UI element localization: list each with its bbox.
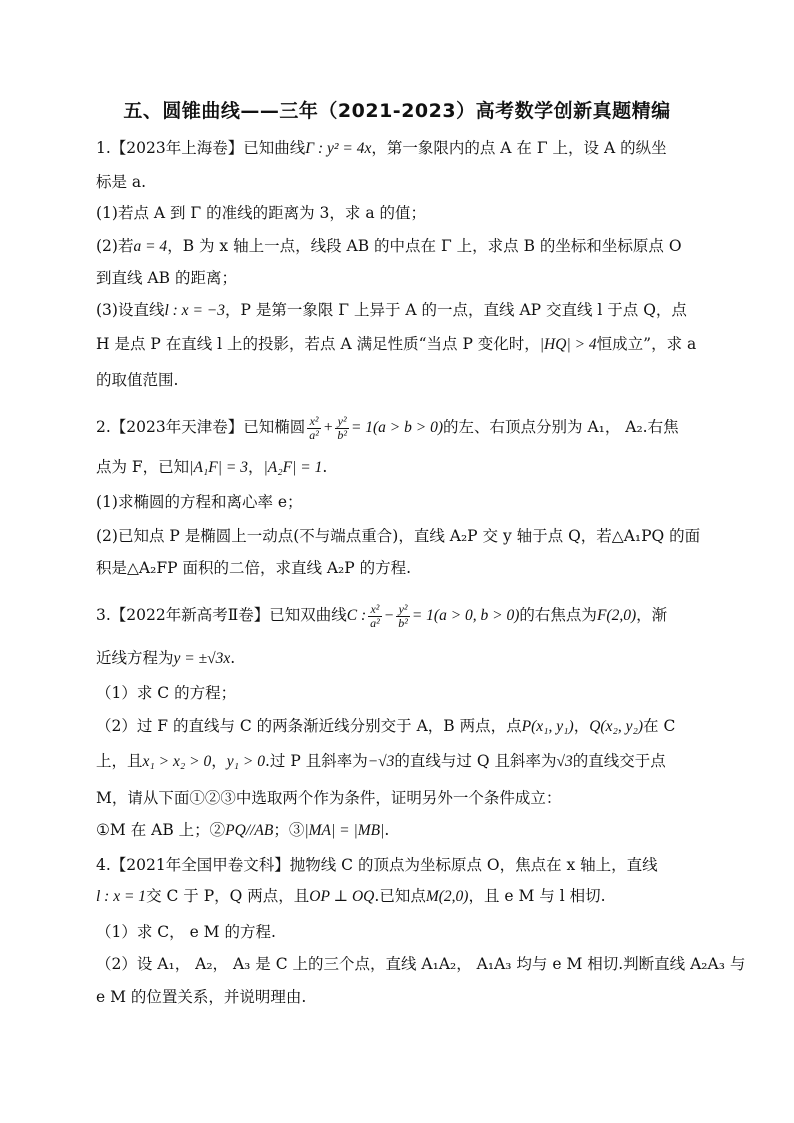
problem-2-header: 2.【2023年天津卷】已知椭圆 xyxy=(96,418,306,436)
problem-1-line-2: 标是 a. xyxy=(96,173,147,191)
ellipse-condition: = 1(a > b > 0) xyxy=(350,419,444,436)
problem-3-line-1 xyxy=(96,600,706,631)
problem-2-part-2: (2)已知点 P 是椭圆上一动点(不与端点重合)，直线 A₂P 交 y 轴于点 Q，若△A₁PQ 的面 xyxy=(96,527,701,545)
problem-3-part-1: （1）求 C 的方程； xyxy=(96,684,237,702)
text: ；③ xyxy=(273,821,305,839)
text: 上，且 xyxy=(96,752,143,770)
point-m: M(2,0) xyxy=(425,888,469,905)
problem-1-header: 1.【2023年上海卷】已知曲线 xyxy=(96,139,306,157)
problem-2-text-2: 点为 F，已知 xyxy=(96,458,190,476)
asymptote-equation: y = ±√3x xyxy=(173,650,231,667)
text: ①M 在 AB 上；② xyxy=(96,821,226,839)
period: . xyxy=(384,821,390,839)
problem-3-text-3: 近线方程为 xyxy=(96,649,174,667)
problem-1-part-3-text-3: 恒成立”，求 a xyxy=(596,335,697,353)
line-l-equation: l : x = 1 xyxy=(96,888,147,905)
slope-positive: √3 xyxy=(556,753,573,770)
focus-f: F(2,0) xyxy=(596,607,637,624)
problem-4-part-1: （1）求 C， e M 的方程. xyxy=(96,923,276,941)
period: . xyxy=(322,458,328,476)
hq-inequality: |HQ| > 4 xyxy=(539,336,597,353)
parallel-condition: PQ//AB xyxy=(225,822,274,839)
fraction-x2-a2: $\frac{\text{x²}}{\text{a²}}$ xyxy=(370,601,380,630)
problem-3-part-2-cont-2: M，请从下面①②③中选取两个作为条件，证明另外一个条件成立： xyxy=(96,789,562,807)
problem-3-part-2-text: （2）过 F 的直线与 C 的两条渐近线分别交于 A，B 两点，点 xyxy=(96,717,522,735)
problem-1-text: ，第一象限内的点 A 在 Γ 上，设 A 的纵坐 xyxy=(371,139,667,157)
fraction-y2-b2: $\frac{\text{y²}}{\text{b²}}$ xyxy=(337,413,347,442)
period: . xyxy=(230,649,236,667)
problem-2-part-2-cont: 积是△A₂FP 面积的二倍，求直线 A₂P 的方程. xyxy=(96,559,412,577)
minus-sign: − xyxy=(383,607,395,624)
comma: ， xyxy=(211,752,227,770)
a1f-distance: |A₁F| = 3 xyxy=(189,459,248,476)
point-p: P(x₁, y₁) xyxy=(521,718,574,735)
problem-1-line-1 xyxy=(96,138,706,159)
problem-1-part-3-label: (3)设直线 xyxy=(96,301,165,319)
problem-1-part-2-cont: 到直线 AB 的距离； xyxy=(96,269,237,287)
hyperbola-label: C : xyxy=(346,607,367,624)
page-title: 五、圆锥曲线——三年（2021-2023）高考数学创新真题精编 xyxy=(123,100,671,122)
problem-1-part-2-text: ，B 为 x 轴上一点，线段 AB 的中点在 Γ 上，求点 B 的坐标和坐标原点 O xyxy=(167,237,682,255)
problem-1-part-2 xyxy=(96,236,706,257)
condition-a-equals-4: a = 4 xyxy=(133,238,168,255)
problem-3-part-2 xyxy=(96,716,706,737)
hyperbola-condition: = 1(a > 0, b > 0) xyxy=(411,607,520,624)
fraction-x2-a2: $\frac{\text{x²}}{\text{a²}}$ xyxy=(309,413,319,442)
problem-1-part-2-label: (2)若 xyxy=(96,237,134,255)
fraction-y2-b2: $\frac{\text{y²}}{\text{b²}}$ xyxy=(398,601,408,630)
problem-2-line-2 xyxy=(96,457,706,478)
problem-4-line-1: 4.【2021年全国甲卷文科】抛物线 C 的顶点为坐标原点 O，焦点在 x 轴上，直线 xyxy=(96,856,658,874)
comma: ， xyxy=(573,717,590,735)
problem-1-part-1: (1)若点 A 到 Γ 的准线的距离为 3，求 a 的值； xyxy=(96,204,426,222)
problem-3-part-2-cont xyxy=(96,751,706,772)
problem-3-line-2 xyxy=(96,648,706,669)
problem-4-line-2 xyxy=(96,886,706,907)
problem-3-part-2-text-2: 在 C xyxy=(643,717,676,735)
a2f-distance: |A₂F| = 1 xyxy=(263,459,323,476)
line-l-equation: l : x = −3 xyxy=(164,302,225,319)
problem-1-part-3 xyxy=(96,300,706,321)
problem-4-part-2: （2）设 A₁， A₂， A₃ 是 C 上的三个点，直线 A₁A₂， A₁A₃ 均与 e M 相切.判断直线 A₂A₃ 与 xyxy=(96,955,746,973)
problem-4-part-2-cont: e M 的位置关系，并说明理由. xyxy=(96,988,307,1006)
text: 的直线交于点 xyxy=(572,752,666,770)
perpendicular-condition: OP ⊥ OQ xyxy=(309,888,375,905)
problem-1-part-3-cont xyxy=(96,334,706,355)
slope-negative: −√3 xyxy=(367,753,395,770)
comma: ， xyxy=(248,458,264,476)
text: 的直线与过 Q 且斜率为 xyxy=(394,752,557,770)
problem-2-line-1 xyxy=(96,412,706,443)
text: ，且 e M 与 l 相切. xyxy=(468,887,606,905)
curve-gamma-equation: Γ : y² = 4x xyxy=(305,140,372,157)
plus-sign: + xyxy=(322,419,334,436)
equal-distance-condition: |MA| = |MB| xyxy=(304,822,385,839)
problem-1-part-3-text: ，P 是第一象限 Γ 上异于 A 的一点，直线 AP 交直线 l 于点 Q，点 xyxy=(225,301,687,319)
problem-3-text: 的右焦点为 xyxy=(519,606,597,624)
y-inequality: y₁ > 0 xyxy=(226,753,265,770)
problem-2-text: 的左、右顶点分别为 A₁， A₂.右焦 xyxy=(443,418,679,436)
text: .过 P 且斜率为 xyxy=(264,752,368,770)
text: 交 C 于 P，Q 两点，且 xyxy=(146,887,310,905)
point-q: Q(x₂, y₂) xyxy=(589,718,644,735)
problem-3-header: 3.【2022年新高考Ⅱ卷】已知双曲线 xyxy=(96,606,347,624)
problem-3-conditions xyxy=(96,820,706,841)
x-inequality: x₁ > x₂ > 0 xyxy=(142,753,212,770)
problem-1-part-3-text-2: H 是点 P 在直线 l 上的投影，若点 A 满足性质“当点 P 变化时， xyxy=(96,335,540,353)
problem-2-part-1: (1)求椭圆的方程和离心率 e； xyxy=(96,493,303,511)
text: .已知点 xyxy=(374,887,426,905)
problem-3-text-2: ，渐 xyxy=(636,606,668,624)
problem-1-part-3-end: 的取值范围. xyxy=(96,371,179,389)
